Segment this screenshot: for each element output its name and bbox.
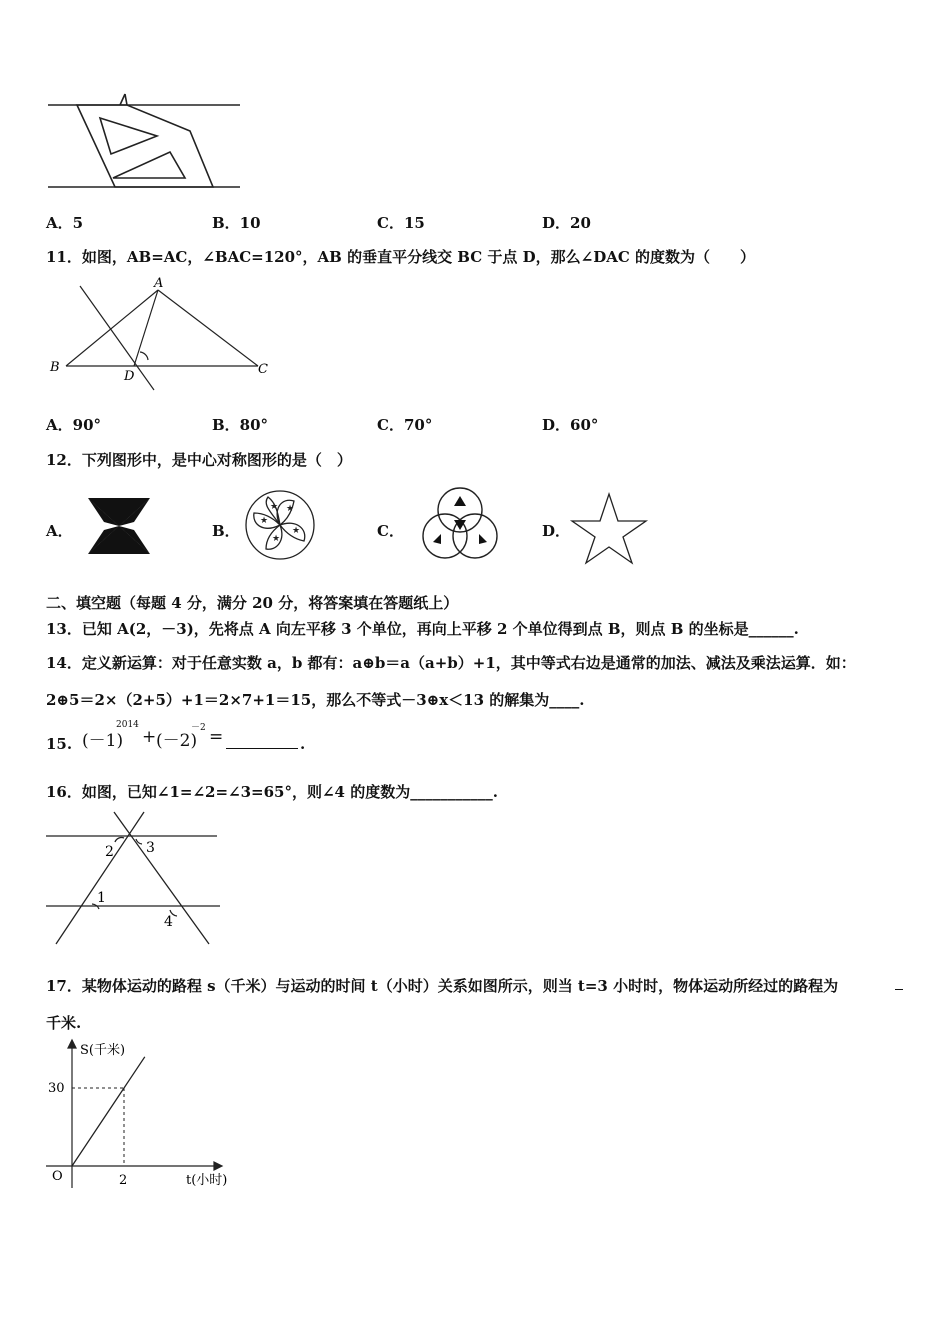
q13-stem: 13．已知 A(2，－3)，先将点 A 向左平移 3 个单位，再向上平移 2 个单位得到点 B，则点 B 的坐标是______. bbox=[46, 620, 799, 638]
q15-number: 15. bbox=[46, 735, 73, 753]
q11-option-b[interactable]: B．80° bbox=[212, 416, 269, 434]
q16-label-1: 1 bbox=[97, 890, 106, 906]
q12-figure-b bbox=[242, 489, 322, 569]
q17-chart bbox=[42, 1038, 262, 1198]
q15-plus: + bbox=[142, 727, 157, 747]
q16-label-3: 3 bbox=[146, 840, 155, 856]
q16-stem: 16．如图，已知∠1=∠2=∠3=65°，则∠4 的度数为___________. bbox=[46, 783, 498, 801]
q17-ytick-label: 30 bbox=[48, 1081, 65, 1096]
q11-option-c[interactable]: C．70° bbox=[377, 416, 433, 434]
q10-option-c[interactable]: C．15 bbox=[377, 214, 425, 232]
q12-option-a[interactable]: A． bbox=[46, 522, 73, 540]
q14-line1: 14．定义新运算：对于任意实数 a，b 都有：a⊕b＝a（a+b）+1，其中等式右边是通常的加法、减法及乘法运算．如： bbox=[46, 654, 856, 672]
q16-figure bbox=[44, 810, 224, 950]
q17-ylabel: S(千米) bbox=[80, 1043, 126, 1058]
q10-option-b[interactable]: B．10 bbox=[212, 214, 261, 232]
q11-stem: 11．如图，AB=AC，∠BAC=120°，AB 的垂直平分线交 BC 于点 D，那么∠DAC 的度数为（ ） bbox=[46, 248, 756, 266]
q17-line2: 千米. bbox=[46, 1014, 82, 1032]
q11-label-d: D bbox=[124, 369, 135, 384]
q12-figure-d bbox=[570, 490, 650, 560]
q12-option-c[interactable]: C． bbox=[377, 522, 404, 540]
q15-answer-blank[interactable] bbox=[226, 734, 298, 749]
q15-expr-b: (－2) bbox=[156, 731, 198, 751]
q11-label-a: A bbox=[154, 276, 164, 291]
q15-equals: = bbox=[209, 727, 224, 747]
q17-xtick-label: 2 bbox=[119, 1173, 128, 1188]
q15-tail: . bbox=[300, 735, 306, 753]
q17-origin: O bbox=[52, 1169, 63, 1184]
q10-figure bbox=[45, 96, 245, 191]
q12-figure-c bbox=[415, 484, 505, 564]
q15-expr-a: (－1) bbox=[82, 731, 124, 751]
svg-text:★: ★ bbox=[272, 534, 281, 544]
section2-heading: 二、填空题（每题 4 分，满分 20 分，将答案填在答题纸上） bbox=[46, 594, 459, 612]
q11-figure bbox=[48, 276, 278, 396]
q11-label-b: B bbox=[50, 360, 60, 375]
q12-option-d[interactable]: D． bbox=[542, 522, 571, 540]
q12-stem: 12．下列图形中，是中心对称图形的是（ ） bbox=[46, 451, 352, 469]
q11-option-a[interactable]: A．90° bbox=[46, 416, 102, 434]
q11-label-c: C bbox=[258, 362, 268, 377]
q15-exp-b: －2 bbox=[191, 723, 206, 733]
q17-blank[interactable] bbox=[895, 989, 903, 990]
q16-label-4: 4 bbox=[164, 914, 173, 930]
svg-text:★: ★ bbox=[260, 516, 269, 526]
q10-option-d[interactable]: D．20 bbox=[542, 214, 591, 232]
q14-line2: 2⊕5＝2×（2+5）+1＝2×7+1＝15，那么不等式－3⊕x＜13 的解集为____. bbox=[46, 691, 585, 709]
q17-xlabel: t(小时) bbox=[186, 1173, 228, 1188]
svg-text:★: ★ bbox=[270, 502, 279, 512]
q17-series-line bbox=[72, 1057, 145, 1166]
q12-option-b[interactable]: B． bbox=[212, 522, 240, 540]
q15-exp-a: 2014 bbox=[116, 720, 139, 730]
q12-figure-a bbox=[84, 494, 154, 558]
q16-label-2: 2 bbox=[105, 844, 114, 860]
svg-text:★: ★ bbox=[286, 504, 295, 514]
q11-option-d[interactable]: D．60° bbox=[542, 416, 599, 434]
svg-text:★: ★ bbox=[292, 526, 301, 536]
q10-option-a[interactable]: A．5 bbox=[46, 214, 84, 232]
q17-line1: 17．某物体运动的路程 s（千米）与运动的时间 t（小时）关系如图所示，则当 t=3 小时时，物体运动所经过的路程为 bbox=[46, 977, 839, 995]
